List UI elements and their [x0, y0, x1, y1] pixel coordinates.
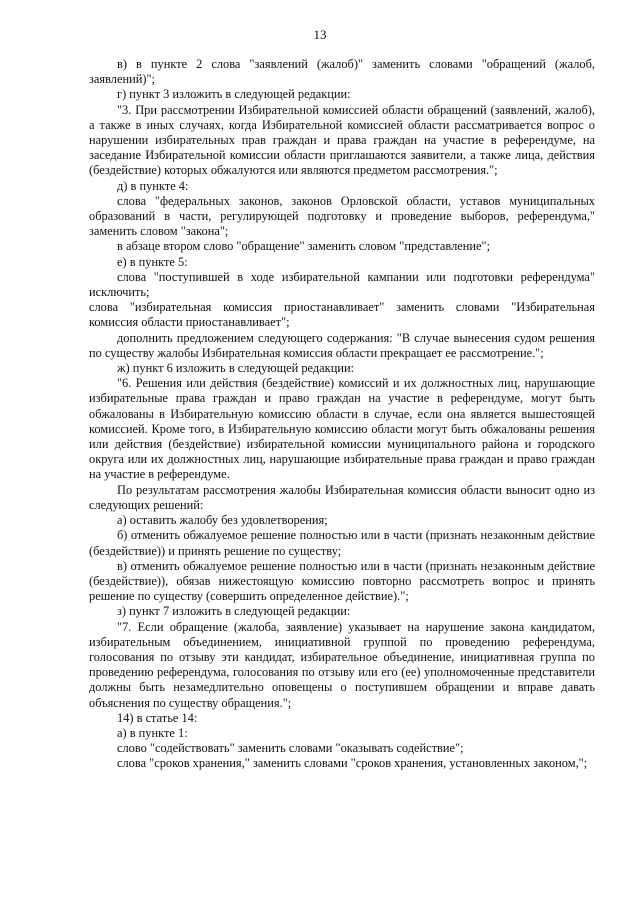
paragraph-item-5-replace: слова "избирательная комиссия приостанавливает" заменить словами "Избирательная комиссия области приостанавливает";	[89, 300, 595, 330]
paragraph-item-6-option-v: в) отменить обжалуемое решение полностью или в части (признать незаконным действие (бездействие)), обязав нижестоящую комиссию повторно рассмотреть вопрос и принять решение по существу (совершить определенное действие).";	[89, 558, 595, 604]
paragraph-item-5-exclude: слова "поступившей в ходе избирательной кампании или подготовки референдума" исключить;	[89, 269, 595, 300]
paragraph-amend-item-2-v: в) в пункте 2 слова "заявлений (жалоб)" заменить словами "обращений (жалоб, заявлений)";	[89, 57, 595, 87]
paragraph-item-6-results: По результатам рассмотрения жалобы Избирательная комиссия области выносит одно из следующих решений:	[89, 482, 595, 512]
paragraph-item-3-text: "3. При рассмотрении Избирательной комиссией области обращений (заявлений, жалоб), а также в иных случаях, когда Избирательной комиссией области рассматривается вопрос о нарушении избирательных прав граждан и права граждан на участие в референдуме, на заседание Избирательной комиссии области приглашаются заявители, а также лица, действия (бездействие) которых обжалуются или являются предметом рассмотрения.";	[89, 102, 595, 178]
page-number: 13	[313, 27, 327, 42]
paragraph-article-14-word-replace: слово "содействовать" заменить словами "оказывать содействие";	[117, 741, 464, 756]
paragraph-article-14-heading: 14) в статье 14:	[117, 710, 198, 725]
paragraph-item-7-text: "7. Если обращение (жалоба, заявление) указывает на нарушение закона кандидатом, избирательным объединением, инициативной группой по проведению референдума, голосования по отзыву эти кандидат, избирательное объединение, инициативная группа по проведению референдума, голосования по отзыву или его (ее) уполномоченные представители должны быть незамедлительно оповещены о поступившем обращении и вправе давать объяснения по существу обращения.";	[89, 619, 595, 710]
paragraph-item-4-second-abzac: в абзаце втором слово "обращение" заменить словом "представление";	[117, 239, 491, 254]
paragraph-item-5-supplement: дополнить предложением следующего содержания: "В случае вынесения судом решения по существу жалобы Избирательная комиссия области прекращает ее рассмотрение.";	[89, 330, 595, 360]
paragraph-item-6-heading: ж) пункт 6 изложить в следующей редакции:	[117, 361, 355, 376]
paragraph-item-4-heading: д) в пункте 4:	[117, 178, 189, 193]
paragraph-item-5-heading: е) в пункте 5:	[117, 254, 188, 269]
paragraph-item-4-words: слова "федеральных законов, законов Орловской области, уставов муниципальных образований в части, регулирующей подготовку и проведение выборов, референдума," заменить словом "закона";	[89, 193, 595, 239]
paragraph-item-6-option-b: б) отменить обжалуемое решение полностью или в части (признать незаконным действие (бездействие)) и принять решение по существу;	[89, 528, 595, 558]
paragraph-article-14-storage-replace: слова "сроков хранения," заменить словами "сроков хранения, установленных законом,";	[117, 756, 588, 771]
document-body	[89, 57, 595, 772]
paragraph-article-14-item-1: а) в пункте 1:	[117, 725, 188, 740]
paragraph-item-3-heading: г) пункт 3 изложить в следующей редакции:	[117, 87, 351, 102]
paragraph-item-7-heading: з) пункт 7 изложить в следующей редакции:	[117, 604, 351, 619]
paragraph-item-6-option-a: а) оставить жалобу без удовлетворения;	[117, 513, 328, 528]
paragraph-item-6-text: "6. Решения или действия (бездействие) комиссий и их должностных лиц, нарушающие избирательные права граждан и право граждан на участие в референдуме, могут быть обжалованы в Избирательную комиссию области в случае, если она является вышестоящей комиссией. Кроме того, в Избирательную комиссию области могут быть обжалованы решения или действия (бездействие) избирательной комиссии муниципального района и городского округа или их должностных лиц, нарушающие избирательные права граждан и право граждан на участие в референдуме.	[89, 376, 595, 482]
